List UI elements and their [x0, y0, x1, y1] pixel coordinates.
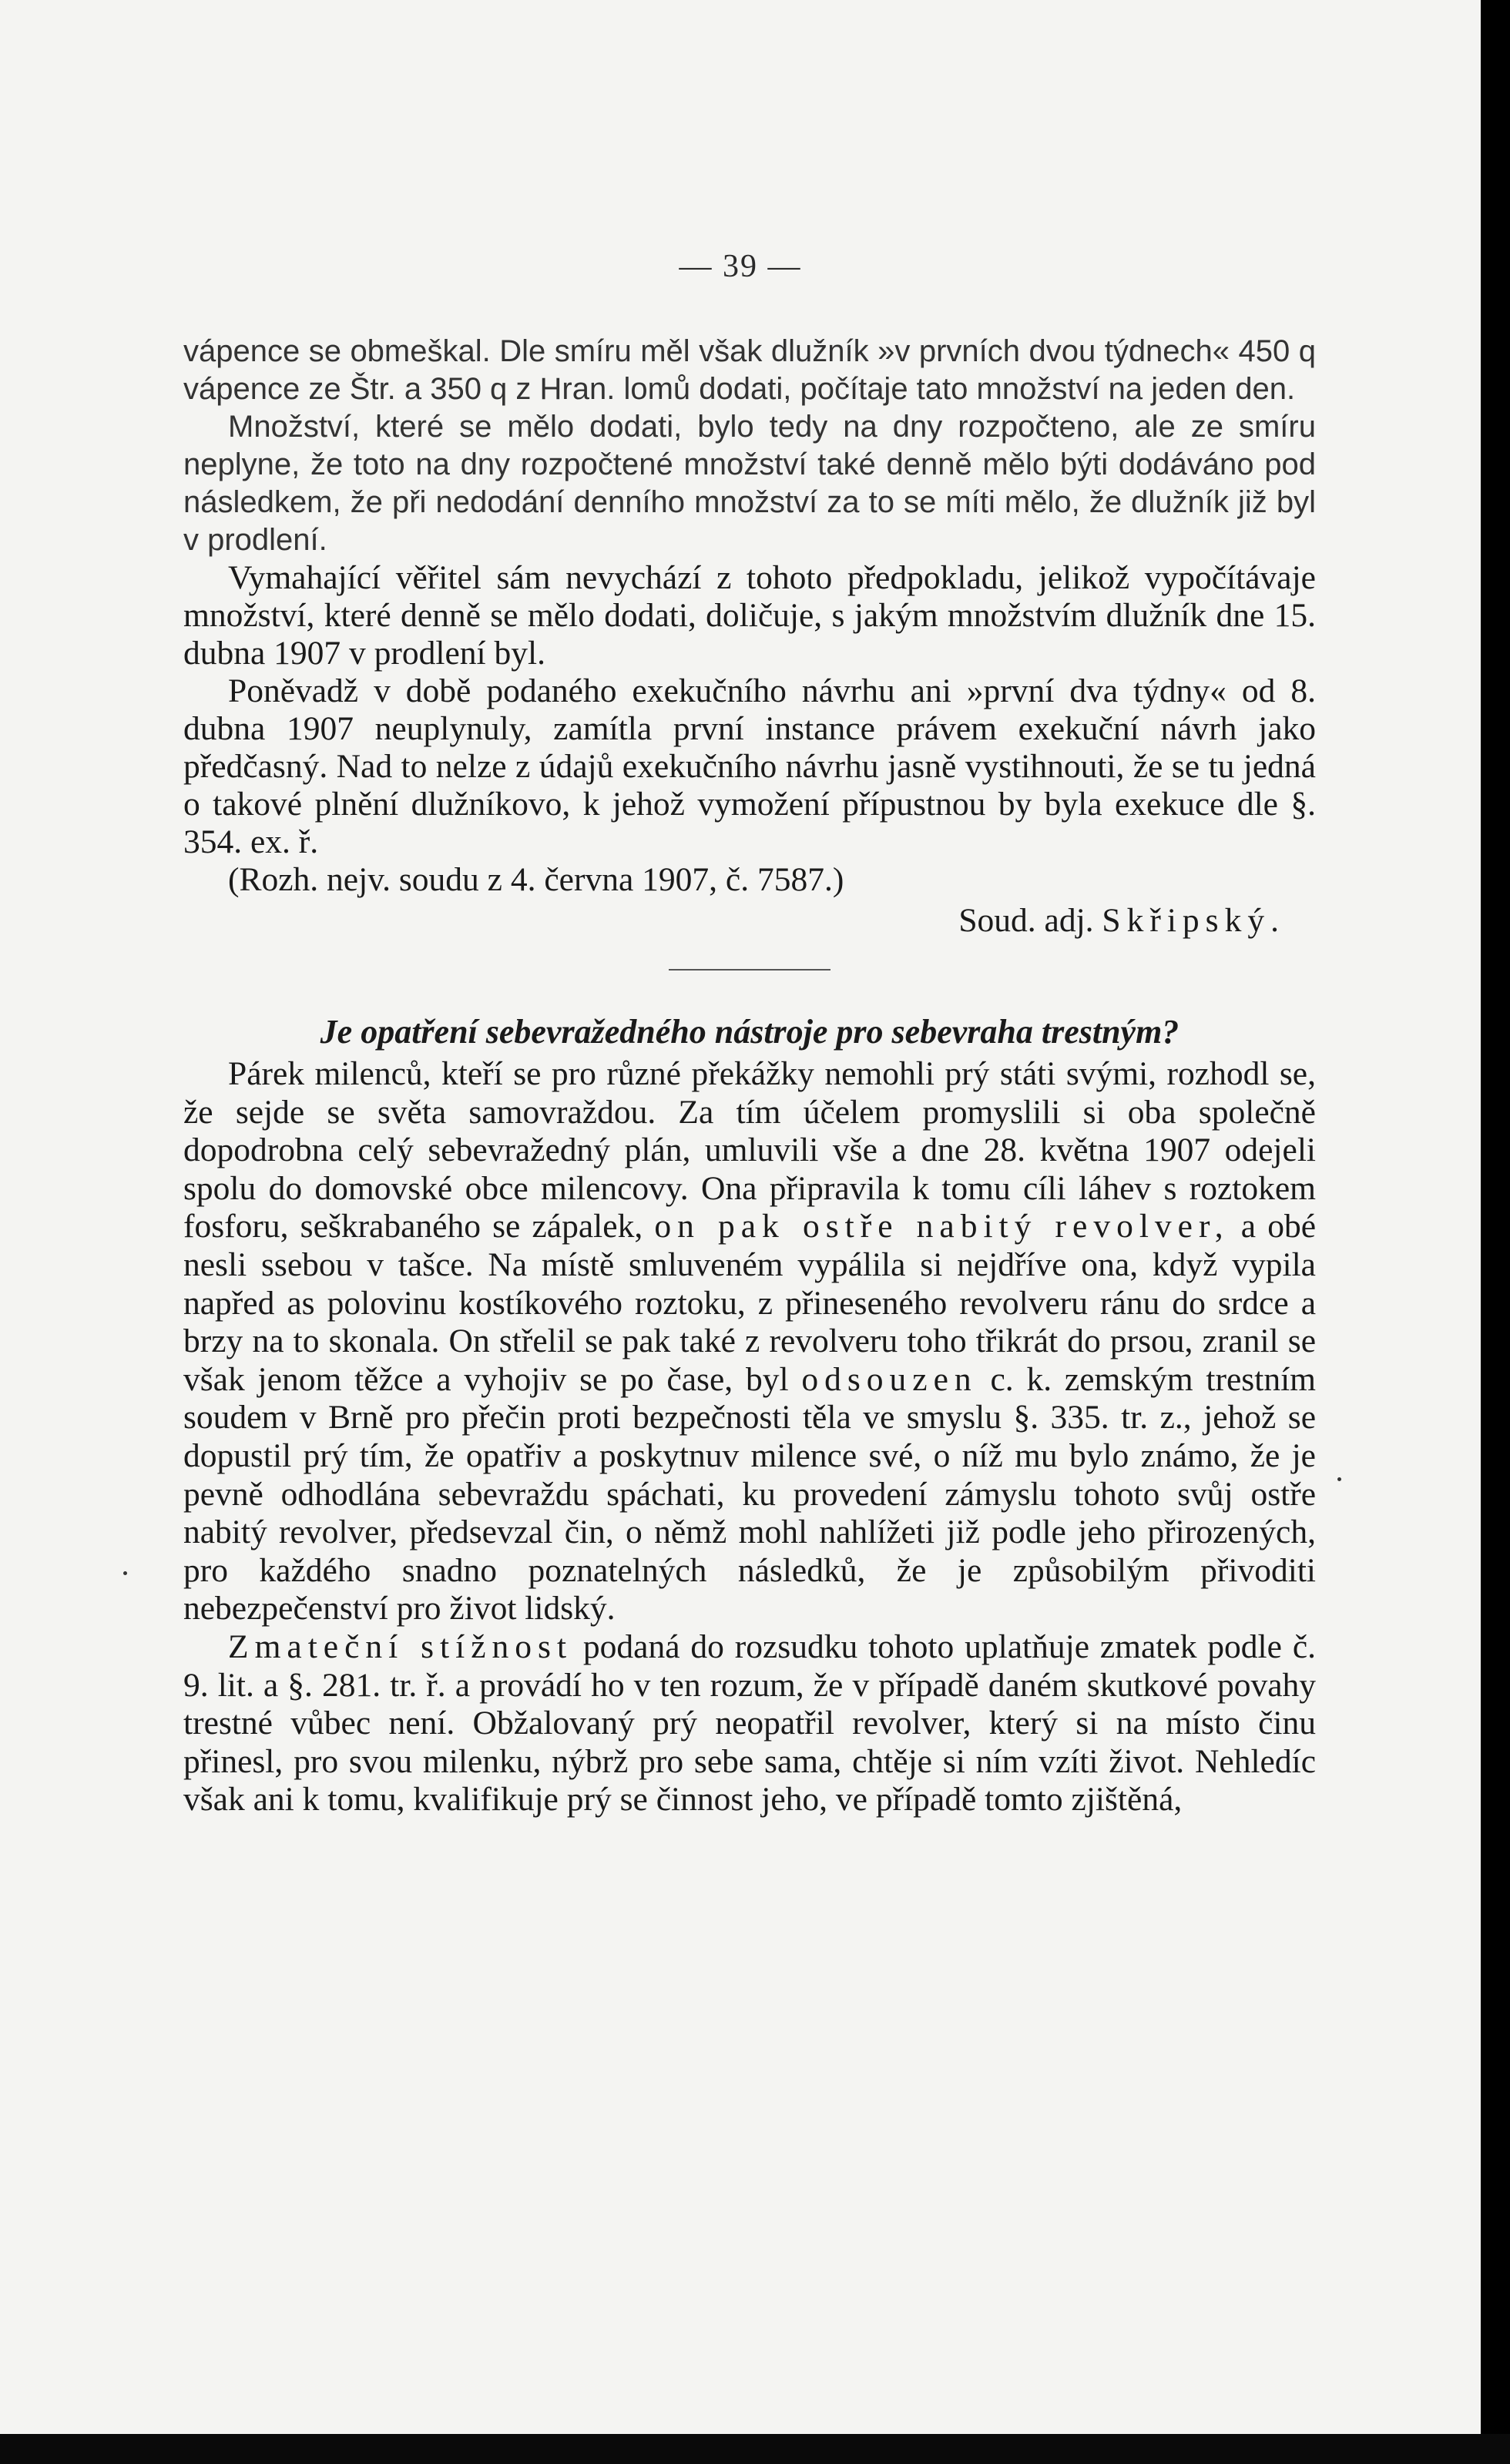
scan-border-bottom	[0, 2434, 1510, 2464]
signature-title: Soud. adj.	[958, 902, 1094, 939]
case-facts-part-3: c. k. zemským trestním soudem v Brně pro přečin proti bezpečnosti těla ve smyslu §. 335. tr. z., jehož se dopustil prý tím, že opatřiv a poskytnuv milence své, o níž mu bylo známo, že je pevně odhodlána sebevraždu spáchati, ku provedení zámyslu tohoto svůj ostře nabitý revolver, předsevzal čin, o němž mohl nahlížeti již podle jeho přirozených, pro každého snadno poznatelných následků, že je způsobilým přivoditi nebezpečenství pro život lidský.	[183, 1360, 1316, 1628]
appeal-emphasis: Zmateční stížnost	[228, 1628, 573, 1665]
body-text	[183, 333, 1316, 1819]
section-divider	[669, 969, 830, 971]
page-number: — 39 —	[679, 249, 802, 284]
case-facts-part-1: Párek milenců, kteří se pro různé překážky nemohli prý státi svými, rozhodl se, že sejde se světa samovraždou. Za tím účelem promyslili si oba společně dopodrobna celý sebevražedný plán, umluvili vše a dne 28. května 1907 odejeli spolu do domovské obce milencovy. Ona připravila k tomu cíli láhev s roztokem fosforu, seškrabaného se zápalek,	[183, 1055, 1316, 1245]
case-facts-part-2: a obé nesli ssebou v tašce. Na místě smluveném vypálila si nejdříve ona, když vypila napřed as polovinu kostíkového roztoku, z přineseného revolveru ránu do srdce a brzy na to skonala. On střelil se pak také z revolveru toho třikrát do prsou, zranil se však jenom těžce a vyhojiv se po čase, byl	[183, 1208, 1317, 1398]
case-facts-emphasis-sentenced: odsouzen	[801, 1360, 978, 1398]
margin-speck	[123, 1571, 127, 1575]
paragraph-continuation: vápence se obmeškal. Dle smíru měl však dlužník »v prvních dvou týdnech« 450 q vápence ze Štr. a 350 q z Hran. lomů dodati, počítaje tato množství na jeden den.	[183, 334, 1316, 406]
court-reference: (Rozh. nejv. soudu z 4. června 1907, č. 7587.)	[228, 861, 844, 898]
scan-border-right	[1481, 0, 1510, 2464]
signature	[183, 902, 1316, 940]
paragraph-creditor: Vymahající věřitel sám nevychází z tohoto předpokladu, jelikož vypočítávaje množství, které denně se mělo dodati, doličuje, s jakým množstvím dlužník dne 15. dubna 1907 v prodlení byl.	[183, 559, 1316, 672]
paragraph-ruling: Poněvadž v době podaného exekučního návrhu ani »první dva týdny« od 8. dubna 1907 neuplynuly, zamítla první instance právem exekuční návrh jako předčasný. Nad to nelze z údajů exekučního návrhu jasně vystihnouti, že se tu jedná o takové plnění dlužníkovo, k jehož vymožení přípustnou by byla exekuce dle §. 354. ex. ř.	[183, 672, 1316, 860]
article-heading: Je opatření sebevražedného nástroje pro sebevraha trestným?	[320, 1013, 1179, 1051]
margin-speck	[1337, 1477, 1341, 1481]
signature-name: Skřipský.	[1102, 902, 1285, 939]
paragraph-case-facts	[183, 1055, 1316, 1628]
appeal-text: podaná do rozsudku tohoto uplatňuje zmatek podle č. 9. lit. a §. 281. tr. ř. a provádí ho v ten rozum, že v případě daném skutkové povahy trestné vůbec není. Obžalovaný prý neopatřil revolver, který si na místo činu přinesl, pro svou milenku, nýbrž pro sebe sama, chtěje si ním vzíti život. Nehledíc však ani k tomu, kvalifikuje prý se činnost jeho, ve případě tomto zjištěná,	[183, 1628, 1316, 1819]
paragraph-appeal	[183, 1628, 1316, 1819]
case-facts-emphasis-revolver: on pak ostře nabitý revolver,	[654, 1208, 1230, 1245]
paragraph-quantity: Množství, které se mělo dodati, bylo tedy na dny rozpočteno, ale ze smíru neplyne, že toto na dny rozpočtené množství také denně mělo býti dodáváno pod následkem, že při nedodání denního množství za to se míti mělo, že dlužník již byl v prodlení.	[183, 410, 1316, 557]
